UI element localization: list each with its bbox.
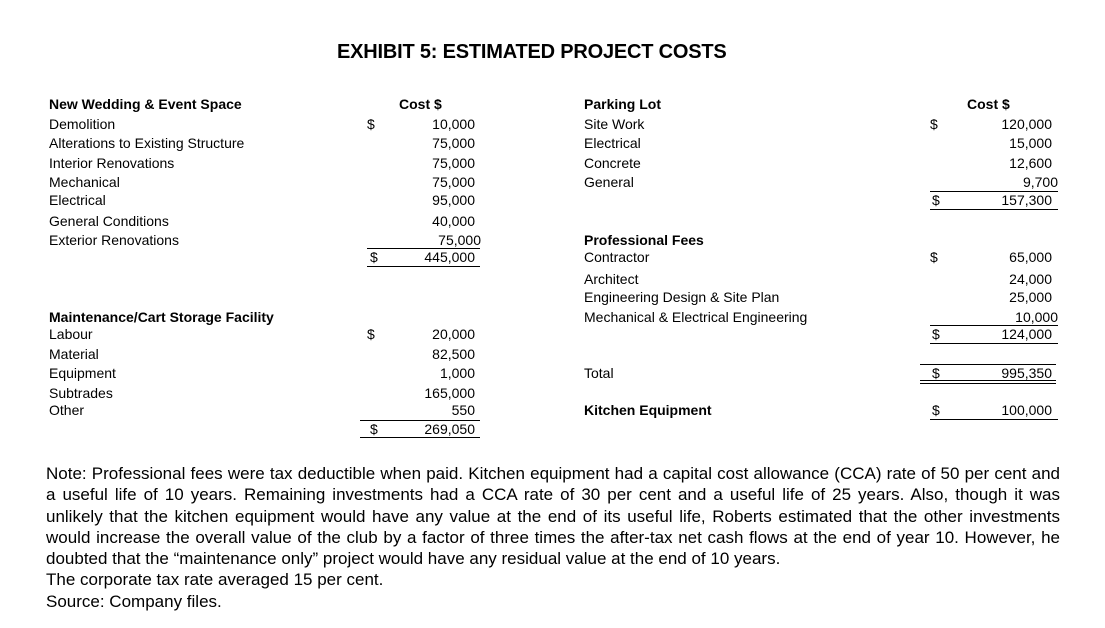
wedding-row-value: 75,000: [432, 155, 475, 171]
page-title: EXHIBIT 5: ESTIMATED PROJECT COSTS: [337, 41, 727, 63]
maintenance-row-label: Equipment: [49, 365, 116, 381]
professional-row-value: 25,000: [1009, 289, 1052, 305]
professional-row-label: Contractor: [584, 249, 650, 265]
source-line: Source: Company files.: [46, 592, 222, 611]
wedding-total-dollar: $: [370, 249, 378, 265]
wedding-row-value: 75,000: [438, 232, 481, 248]
parking-section-header: Parking Lot: [584, 96, 662, 112]
maintenance-row-dollar: $: [367, 326, 375, 342]
wedding-row-label: Demolition: [49, 116, 116, 132]
maintenance-row-label: Subtrades: [49, 385, 113, 401]
maintenance-row-value: 20,000: [432, 326, 475, 342]
grand-total-rule-bottom-2: [920, 383, 1056, 384]
parking-row-value: 120,000: [1001, 116, 1052, 132]
kitchen-equipment-dollar: $: [932, 402, 940, 418]
maintenance-row-label: Material: [49, 346, 99, 362]
grand-total-label: Total: [584, 365, 614, 381]
wedding-row-label: Alterations to Existing Structure: [49, 135, 245, 151]
left-cost-header: Cost $: [399, 96, 442, 112]
kitchen-equipment-underline: [930, 419, 1058, 420]
parking-total-value: 157,300: [1001, 192, 1052, 208]
wedding-row-value: 95,000: [432, 192, 475, 208]
maintenance-row-label: Labour: [49, 326, 93, 342]
wedding-row-value: 10,000: [432, 116, 475, 132]
maintenance-total-underline: [360, 437, 480, 438]
note-text: Note: Professional fees were tax deductible when paid. Kitchen equipment had a capital cost allowance (CCA) rate of 50 per cent and a useful life of 10 years. Remaining investments had a CCA rate of 30 per cent and a useful life of 25 years. Also, though it was unlikely that the kitchen equipment would have any value at the end of its useful life, Roberts estimated that the other investments would increase the overall value of the club by a factor of three times the after-tax net cash flows at the end of year 10. However, he doubted that the “maintenance only” project would have any residual value at the end of 10 years.: [46, 464, 1060, 569]
maintenance-row-value: 550: [451, 402, 475, 418]
wedding-row-label: Interior Renovations: [49, 155, 175, 171]
maintenance-row-value: 165,000: [424, 385, 475, 401]
maintenance-total-dollar: $: [370, 421, 378, 437]
wedding-row-label: Mechanical: [49, 174, 120, 190]
wedding-total-underline: [367, 266, 480, 267]
wedding-row-dollar: $: [367, 116, 375, 132]
professional-row-value: 24,000: [1009, 271, 1052, 287]
maintenance-row-value: 82,500: [432, 346, 475, 362]
professional-row-value: 10,000: [1015, 309, 1058, 325]
grand-total-dollar: $: [932, 365, 940, 381]
parking-row-label: Concrete: [584, 155, 641, 171]
parking-total-dollar: $: [932, 192, 940, 208]
note-paragraph: [46, 463, 1060, 591]
wedding-row-value: 75,000: [432, 135, 475, 151]
maintenance-total-value: 269,050: [424, 421, 475, 437]
wedding-row-value: 75,000: [432, 174, 475, 190]
wedding-section-header: New Wedding & Event Space: [49, 96, 242, 112]
professional-total-dollar: $: [932, 326, 940, 342]
professional-row-label: Engineering Design & Site Plan: [584, 289, 780, 305]
wedding-row-label: Electrical: [49, 192, 106, 208]
professional-row-dollar: $: [930, 249, 938, 265]
parking-row-value: 12,600: [1009, 155, 1052, 171]
professional-total-value: 124,000: [1001, 326, 1052, 342]
kitchen-equipment-label: Kitchen Equipment: [584, 402, 712, 418]
parking-row-value: 9,700: [1022, 174, 1058, 190]
wedding-total-value: 445,000: [424, 249, 475, 265]
parking-row-dollar: $: [930, 116, 938, 132]
right-cost-header: Cost $: [967, 96, 1010, 112]
professional-section-header: Professional Fees: [584, 232, 704, 248]
note-tax-rate: The corporate tax rate averaged 15 per cent.: [46, 570, 384, 590]
maintenance-row-label: Other: [49, 402, 85, 418]
wedding-row-label: Exterior Renovations: [49, 232, 179, 248]
parking-total-underline: [930, 209, 1058, 210]
professional-total-underline: [930, 343, 1058, 344]
parking-row-label: Site Work: [584, 116, 645, 132]
wedding-row-label: General Conditions: [49, 213, 169, 229]
professional-row-value: 65,000: [1009, 249, 1052, 265]
grand-total-value: 995,350: [1001, 365, 1052, 381]
grand-total-rule-bottom-1: [920, 380, 1056, 381]
parking-row-label: General: [584, 174, 634, 190]
wedding-row-value: 40,000: [432, 213, 475, 229]
maintenance-row-value: 1,000: [439, 365, 475, 381]
professional-row-label: Mechanical & Electrical Engineering: [584, 309, 808, 325]
professional-row-label: Architect: [584, 271, 639, 287]
maintenance-section-header: Maintenance/Cart Storage Facility: [49, 309, 274, 325]
kitchen-equipment-value: 100,000: [1001, 402, 1052, 418]
parking-row-label: Electrical: [584, 135, 641, 151]
parking-row-value: 15,000: [1009, 135, 1052, 151]
